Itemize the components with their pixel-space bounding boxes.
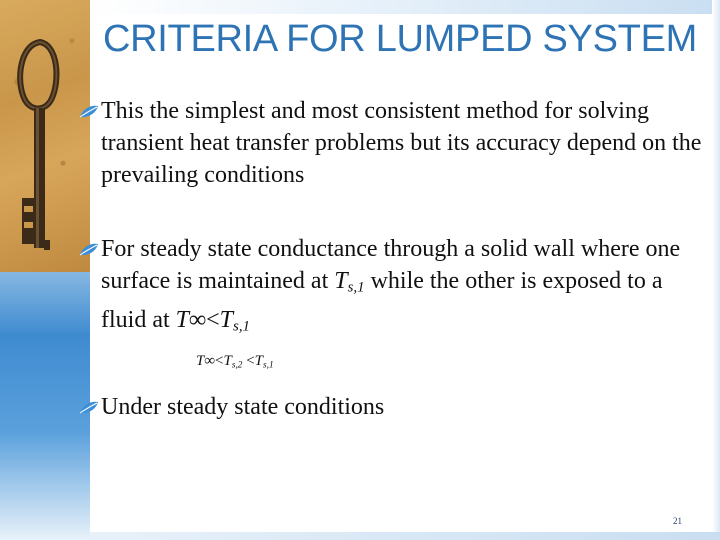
bullet-text-middle: while the other is exposed to a fluid at [101,268,663,333]
less-than: < [206,306,220,333]
leaf-bullet-icon [78,241,100,259]
bullet-text-prefix: For steady state conductance through a solid wall where one surface is maintained at [101,236,681,294]
formula-less-than: < [242,353,255,370]
inequality-formula [78,350,710,376]
bullet-item [78,95,710,191]
side-photo [0,0,90,272]
antique-key-image [0,0,90,272]
formula-t-infinity: T∞ [196,353,216,370]
bullet-text: This the simplest and most consistent method for solving transient heat transfer problems but its accuracy depend on the prevailing conditions [101,98,702,188]
top-decorative-band [90,0,720,14]
formula-t-s1: T [254,353,264,370]
bullet-item [78,233,710,342]
formula-subscript-s2: s,2 [231,360,243,371]
temp-infinity: T∞ [175,306,207,333]
leaf-bullet-icon [78,399,100,417]
temp-subscript: s,1 [347,279,365,296]
page-number: 21 [673,516,682,526]
formula-t-s2: T [223,353,232,370]
bottom-decorative-band [90,532,720,540]
formula-less-than: < [215,353,224,370]
bullet-item [78,391,710,423]
temp-symbol: T [219,306,234,333]
slide-content [78,95,710,423]
formula-subscript-s1: s,1 [263,360,274,371]
temp-symbol: T [334,268,348,294]
temp-subscript: s,1 [233,318,250,335]
right-decorative-edge [712,0,720,540]
slide-title: CRITERIA FOR LUMPED SYSTEM [103,18,697,60]
bullet-text: Under steady state conditions [101,393,385,420]
leaf-bullet-icon [78,103,100,121]
